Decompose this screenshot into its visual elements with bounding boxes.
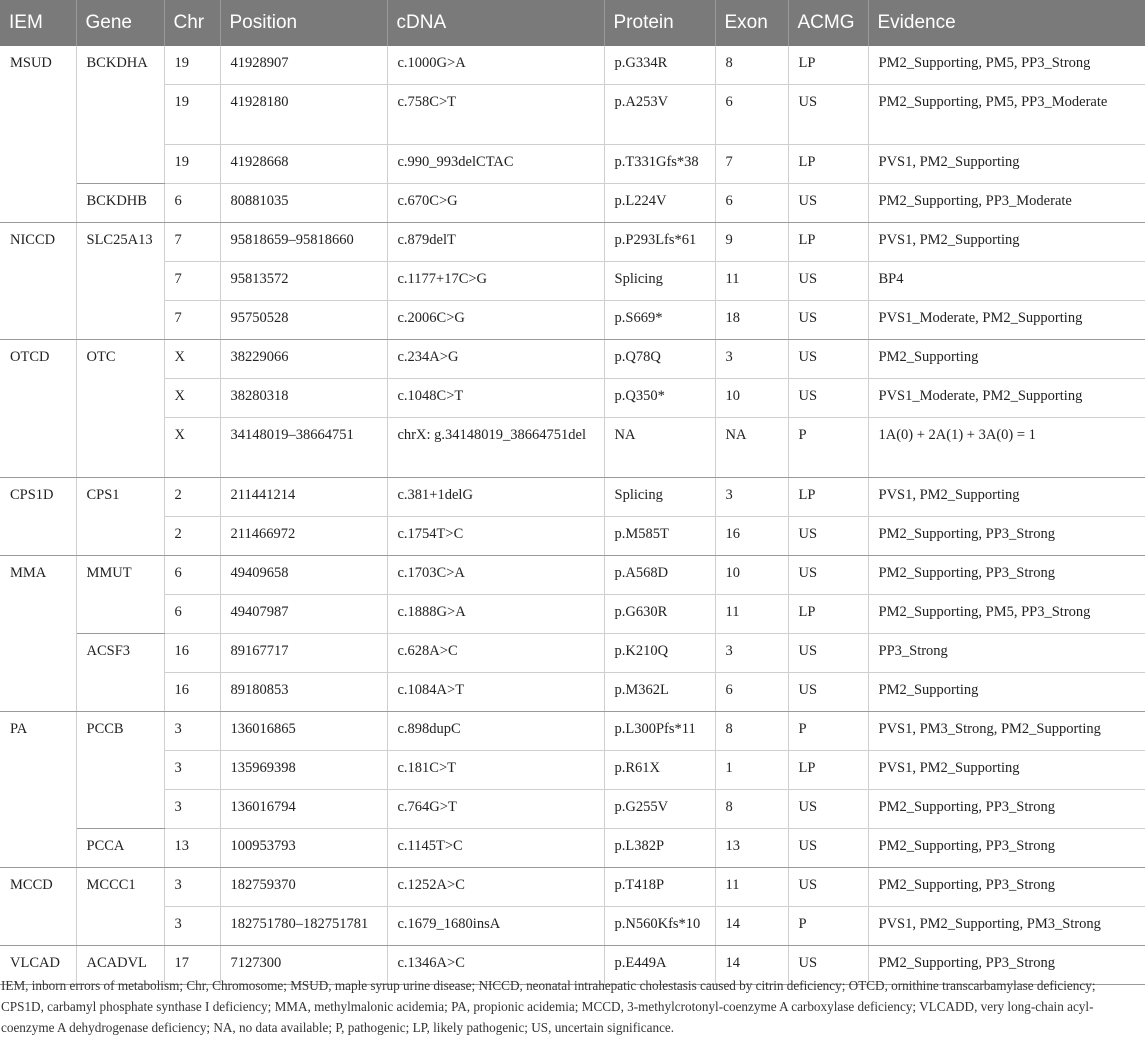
table-row <box>0 790 1145 829</box>
cdna-cell: c.990_993delCTAC <box>387 145 604 184</box>
position-cell: 211466972 <box>220 517 387 556</box>
chr-cell: 2 <box>164 478 220 517</box>
cdna-cell: c.1346A>C <box>387 946 604 985</box>
exon-cell: 11 <box>715 868 788 907</box>
table-row <box>0 907 1145 946</box>
table-row <box>0 379 1145 418</box>
protein-cell: Splicing <box>604 478 715 517</box>
chr-cell: X <box>164 379 220 418</box>
table-row <box>0 595 1145 634</box>
cdna-cell: c.2006C>G <box>387 301 604 340</box>
position-cell: 95750528 <box>220 301 387 340</box>
cdna-cell: c.1177+17C>G <box>387 262 604 301</box>
table-row <box>0 145 1145 184</box>
cdna-cell: c.1703C>A <box>387 556 604 595</box>
header-cdna: cDNA <box>387 0 604 46</box>
evidence-cell: BP4 <box>868 262 1145 301</box>
position-cell: 100953793 <box>220 829 387 868</box>
exon-cell: 8 <box>715 46 788 85</box>
protein-cell: p.A568D <box>604 556 715 595</box>
table-row <box>0 712 1145 751</box>
header-chr: Chr <box>164 0 220 46</box>
cdna-cell: c.381+1delG <box>387 478 604 517</box>
chr-cell: 6 <box>164 556 220 595</box>
chr-cell: 16 <box>164 634 220 673</box>
table-row <box>0 556 1145 595</box>
position-cell: 34148019–38664751 <box>220 418 387 478</box>
acmg-cell: US <box>788 634 868 673</box>
position-cell: 95818659–95818660 <box>220 223 387 262</box>
protein-cell: p.S669* <box>604 301 715 340</box>
evidence-cell: PVS1, PM2_Supporting <box>868 478 1145 517</box>
table-row <box>0 262 1145 301</box>
evidence-cell: PM2_Supporting <box>868 340 1145 379</box>
chr-cell: 3 <box>164 712 220 751</box>
evidence-cell: PVS1_Moderate, PM2_Supporting <box>868 301 1145 340</box>
position-cell: 95813572 <box>220 262 387 301</box>
protein-cell: p.Q350* <box>604 379 715 418</box>
exon-cell: 11 <box>715 595 788 634</box>
position-cell: 135969398 <box>220 751 387 790</box>
chr-cell: X <box>164 418 220 478</box>
table-row <box>0 478 1145 517</box>
header-exon: Exon <box>715 0 788 46</box>
evidence-cell: PM2_Supporting, PM5, PP3_Moderate <box>868 85 1145 145</box>
cdna-cell: c.879delT <box>387 223 604 262</box>
position-cell: 182751780–182751781 <box>220 907 387 946</box>
iem-cell: MMA <box>0 556 76 712</box>
acmg-cell: US <box>788 340 868 379</box>
acmg-cell: US <box>788 262 868 301</box>
header-gene: Gene <box>76 0 164 46</box>
gene-cell: PCCB <box>76 712 164 829</box>
cdna-cell: c.1754T>C <box>387 517 604 556</box>
table-row <box>0 46 1145 85</box>
cdna-cell: chrX: g.34148019_38664751del <box>387 418 604 478</box>
exon-cell: 13 <box>715 829 788 868</box>
position-cell: 7127300 <box>220 946 387 985</box>
acmg-cell: US <box>788 301 868 340</box>
iem-cell: OTCD <box>0 340 76 478</box>
exon-cell: 16 <box>715 517 788 556</box>
protein-cell: p.L382P <box>604 829 715 868</box>
protein-cell: p.M362L <box>604 673 715 712</box>
acmg-cell: US <box>788 379 868 418</box>
exon-cell: 10 <box>715 556 788 595</box>
table-row <box>0 751 1145 790</box>
evidence-cell: PP3_Strong <box>868 634 1145 673</box>
acmg-cell: US <box>788 556 868 595</box>
table-row <box>0 340 1145 379</box>
chr-cell: 19 <box>164 145 220 184</box>
evidence-cell: PM2_Supporting, PM5, PP3_Strong <box>868 595 1145 634</box>
evidence-cell: PVS1_Moderate, PM2_Supporting <box>868 379 1145 418</box>
chr-cell: 19 <box>164 85 220 145</box>
chr-cell: 13 <box>164 829 220 868</box>
cdna-cell: c.628A>C <box>387 634 604 673</box>
chr-cell: 17 <box>164 946 220 985</box>
evidence-cell: PM2_Supporting, PP3_Strong <box>868 868 1145 907</box>
acmg-cell: LP <box>788 478 868 517</box>
acmg-cell: LP <box>788 46 868 85</box>
table-row <box>0 301 1145 340</box>
exon-cell: 10 <box>715 379 788 418</box>
cdna-cell: c.1145T>C <box>387 829 604 868</box>
acmg-cell: US <box>788 868 868 907</box>
chr-cell: 2 <box>164 517 220 556</box>
evidence-cell: PVS1, PM3_Strong, PM2_Supporting <box>868 712 1145 751</box>
gene-cell: PCCA <box>76 829 164 868</box>
gene-cell: CPS1 <box>76 478 164 556</box>
exon-cell: 6 <box>715 673 788 712</box>
position-cell: 89180853 <box>220 673 387 712</box>
gene-cell: ACADVL <box>76 946 164 985</box>
acmg-cell: US <box>788 517 868 556</box>
acmg-cell: US <box>788 829 868 868</box>
table-row <box>0 418 1145 478</box>
gene-cell: SLC25A13 <box>76 223 164 340</box>
chr-cell: 7 <box>164 223 220 262</box>
position-cell: 182759370 <box>220 868 387 907</box>
protein-cell: p.L224V <box>604 184 715 223</box>
acmg-cell: P <box>788 907 868 946</box>
acmg-cell: P <box>788 712 868 751</box>
acmg-cell: US <box>788 184 868 223</box>
table-row <box>0 673 1145 712</box>
chr-cell: 3 <box>164 907 220 946</box>
acmg-cell: LP <box>788 145 868 184</box>
cdna-cell: c.1252A>C <box>387 868 604 907</box>
exon-cell: 11 <box>715 262 788 301</box>
protein-cell: NA <box>604 418 715 478</box>
evidence-cell: PM2_Supporting, PP3_Strong <box>868 790 1145 829</box>
iem-cell: NICCD <box>0 223 76 340</box>
gene-cell: BCKDHB <box>76 184 164 223</box>
exon-cell: 18 <box>715 301 788 340</box>
cdna-cell: c.764G>T <box>387 790 604 829</box>
exon-cell: 3 <box>715 340 788 379</box>
table-row <box>0 634 1145 673</box>
evidence-cell: PVS1, PM2_Supporting <box>868 751 1145 790</box>
exon-cell: 6 <box>715 184 788 223</box>
evidence-cell: PVS1, PM2_Supporting <box>868 145 1145 184</box>
table-row <box>0 184 1145 223</box>
protein-cell: p.M585T <box>604 517 715 556</box>
exon-cell: 14 <box>715 907 788 946</box>
position-cell: 41928907 <box>220 46 387 85</box>
table-row <box>0 829 1145 868</box>
position-cell: 136016794 <box>220 790 387 829</box>
position-cell: 41928180 <box>220 85 387 145</box>
header-protein: Protein <box>604 0 715 46</box>
acmg-cell: US <box>788 790 868 829</box>
cdna-cell: c.1084A>T <box>387 673 604 712</box>
position-cell: 80881035 <box>220 184 387 223</box>
evidence-cell: 1A(0) + 2A(1) + 3A(0) = 1 <box>868 418 1145 478</box>
exon-cell: 1 <box>715 751 788 790</box>
position-cell: 38280318 <box>220 379 387 418</box>
cdna-cell: c.670C>G <box>387 184 604 223</box>
evidence-cell: PVS1, PM2_Supporting, PM3_Strong <box>868 907 1145 946</box>
cdna-cell: c.234A>G <box>387 340 604 379</box>
position-cell: 136016865 <box>220 712 387 751</box>
exon-cell: NA <box>715 418 788 478</box>
gene-cell: BCKDHA <box>76 46 164 184</box>
protein-cell: p.G334R <box>604 46 715 85</box>
acmg-cell: LP <box>788 595 868 634</box>
protein-cell: Splicing <box>604 262 715 301</box>
acmg-cell: LP <box>788 223 868 262</box>
position-cell: 49409658 <box>220 556 387 595</box>
gene-cell: MCCC1 <box>76 868 164 946</box>
exon-cell: 6 <box>715 85 788 145</box>
acmg-cell: US <box>788 946 868 985</box>
evidence-cell: PM2_Supporting, PP3_Strong <box>868 829 1145 868</box>
protein-cell: p.T418P <box>604 868 715 907</box>
protein-cell: p.G255V <box>604 790 715 829</box>
position-cell: 38229066 <box>220 340 387 379</box>
cdna-cell: c.181C>T <box>387 751 604 790</box>
table-row <box>0 223 1145 262</box>
table-row <box>0 85 1145 145</box>
cdna-cell: c.1679_1680insA <box>387 907 604 946</box>
header-evidence: Evidence <box>868 0 1145 46</box>
evidence-cell: PM2_Supporting <box>868 673 1145 712</box>
exon-cell: 3 <box>715 478 788 517</box>
cdna-cell: c.898dupC <box>387 712 604 751</box>
protein-cell: p.R61X <box>604 751 715 790</box>
chr-cell: 19 <box>164 46 220 85</box>
acmg-cell: US <box>788 673 868 712</box>
chr-cell: 3 <box>164 790 220 829</box>
chr-cell: 6 <box>164 595 220 634</box>
chr-cell: X <box>164 340 220 379</box>
exon-cell: 14 <box>715 946 788 985</box>
iem-cell: VLCAD <box>0 946 76 985</box>
protein-cell: p.E449A <box>604 946 715 985</box>
position-cell: 41928668 <box>220 145 387 184</box>
cdna-cell: c.1000G>A <box>387 46 604 85</box>
protein-cell: p.A253V <box>604 85 715 145</box>
gene-cell: MMUT <box>76 556 164 634</box>
evidence-cell: PM2_Supporting, PP3_Moderate <box>868 184 1145 223</box>
chr-cell: 6 <box>164 184 220 223</box>
chr-cell: 7 <box>164 301 220 340</box>
gene-cell: OTC <box>76 340 164 478</box>
protein-cell: p.N560Kfs*10 <box>604 907 715 946</box>
table-row <box>0 868 1145 907</box>
acmg-cell: LP <box>788 751 868 790</box>
position-cell: 89167717 <box>220 634 387 673</box>
cdna-cell: c.1048C>T <box>387 379 604 418</box>
evidence-cell: PM2_Supporting, PP3_Strong <box>868 517 1145 556</box>
protein-cell: p.Q78Q <box>604 340 715 379</box>
chr-cell: 3 <box>164 868 220 907</box>
table-footnote: IEM, inborn errors of metabolism; Chr, Chromosome; MSUD, maple syrup urine disease; NICCD, neonatal intrahepatic cholestasis caused by citrin deficiency; OTCD, ornithine transcarbamylase deficiency; CPS1D, carbamyl phosphate synthase I deficiency; MMA, methylmalonic acidemia; PA, propionic acidemia; MCCD, 3-methylcrotonyl-coenzyme A carboxylase deficiency; VLCADD, very long-chain acyl-coenzyme A dehydrogenase deficiency; NA, no data available; P, pathogenic; LP, likely pathogenic; US, uncertain significance. <box>1 978 1096 1035</box>
evidence-cell: PM2_Supporting, PP3_Strong <box>868 946 1145 985</box>
evidence-cell: PVS1, PM2_Supporting <box>868 223 1145 262</box>
header-row <box>0 0 1145 46</box>
exon-cell: 3 <box>715 634 788 673</box>
iem-cell: MSUD <box>0 46 76 223</box>
cdna-cell: c.1888G>A <box>387 595 604 634</box>
position-cell: 211441214 <box>220 478 387 517</box>
iem-cell: MCCD <box>0 868 76 946</box>
exon-cell: 8 <box>715 712 788 751</box>
protein-cell: p.T331Gfs*38 <box>604 145 715 184</box>
header-position: Position <box>220 0 387 46</box>
exon-cell: 8 <box>715 790 788 829</box>
header-iem: IEM <box>0 0 76 46</box>
protein-cell: p.K210Q <box>604 634 715 673</box>
position-cell: 49407987 <box>220 595 387 634</box>
chr-cell: 3 <box>164 751 220 790</box>
protein-cell: p.P293Lfs*61 <box>604 223 715 262</box>
protein-cell: p.G630R <box>604 595 715 634</box>
evidence-cell: PM2_Supporting, PM5, PP3_Strong <box>868 46 1145 85</box>
protein-cell: p.L300Pfs*11 <box>604 712 715 751</box>
iem-cell: PA <box>0 712 76 868</box>
gene-cell: ACSF3 <box>76 634 164 712</box>
cdna-cell: c.758C>T <box>387 85 604 145</box>
chr-cell: 7 <box>164 262 220 301</box>
chr-cell: 16 <box>164 673 220 712</box>
exon-cell: 9 <box>715 223 788 262</box>
acmg-cell: US <box>788 85 868 145</box>
header-acmg: ACMG <box>788 0 868 46</box>
iem-cell: CPS1D <box>0 478 76 556</box>
exon-cell: 7 <box>715 145 788 184</box>
acmg-cell: P <box>788 418 868 478</box>
evidence-cell: PM2_Supporting, PP3_Strong <box>868 556 1145 595</box>
table-row <box>0 517 1145 556</box>
